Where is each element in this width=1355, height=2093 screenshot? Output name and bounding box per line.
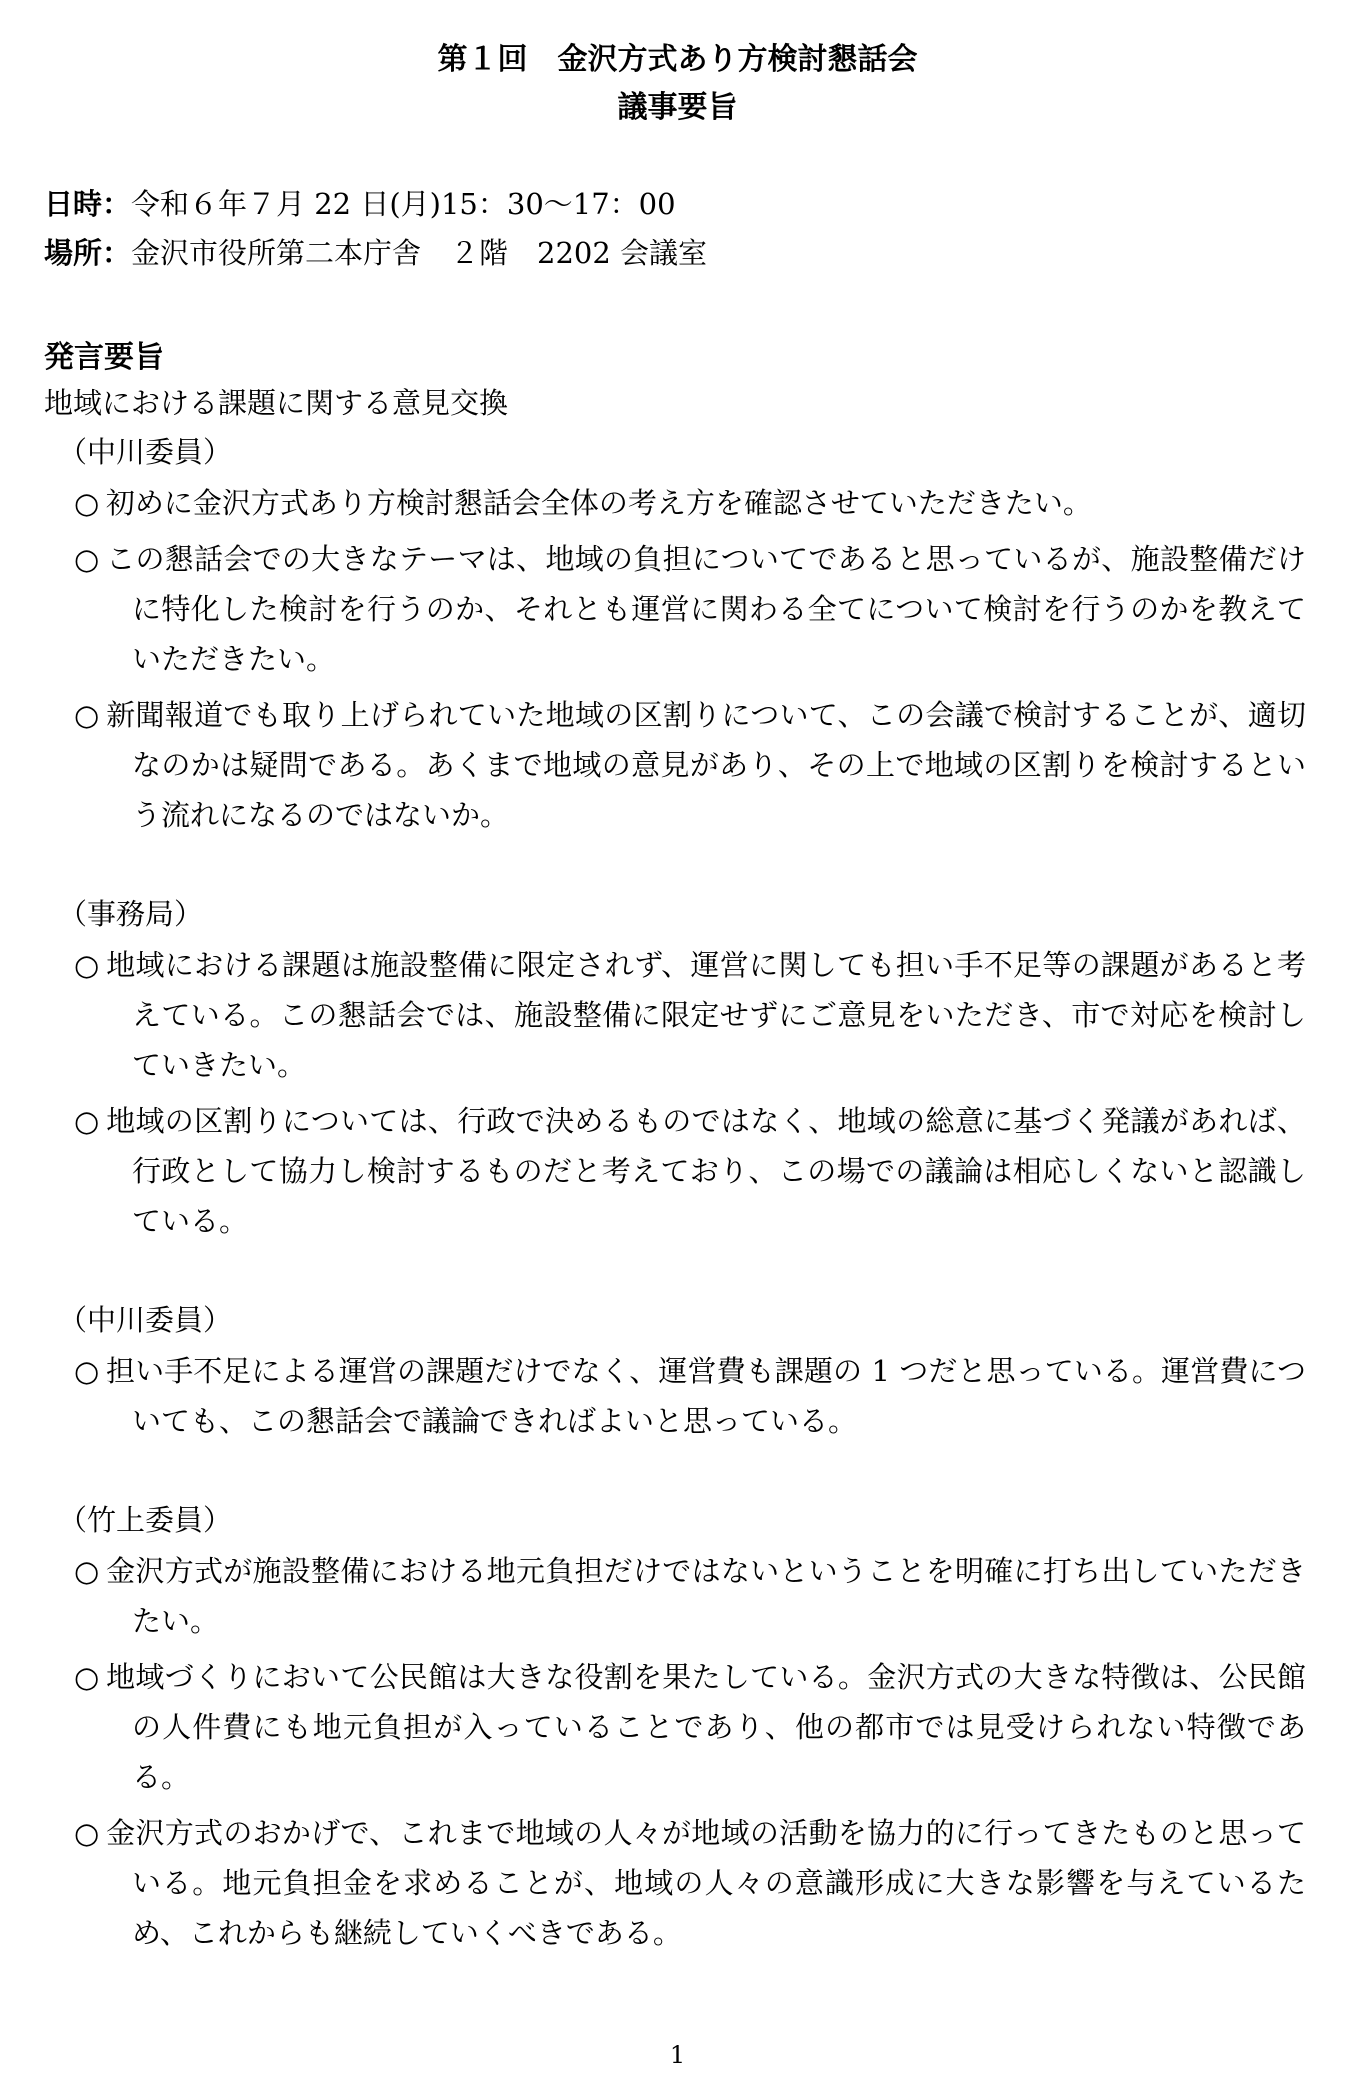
remark-text: 地域における課題は施設整備に限定されず、運営に関しても担い手不足等の課題があると考えている。この懇話会では、施設整備に限定せずにご意見をいただき、市で対応を検討していきたい。 [105, 948, 1306, 1082]
remark-block [44, 894, 1306, 1246]
circle-bullet-icon: ○ [74, 542, 100, 576]
remark-item [74, 940, 1306, 1090]
section-heading: 発言要旨 [44, 340, 164, 375]
document-subtitle: 議事要旨 [617, 90, 738, 125]
remark-item [74, 1808, 1306, 1958]
remark-item [74, 478, 1306, 528]
speaker-label: （中川委員） [58, 435, 233, 469]
circle-bullet-icon: ○ [74, 486, 100, 520]
circle-bullet-icon: ○ [74, 1660, 100, 1694]
remark-item [74, 690, 1306, 840]
remark-item [74, 1652, 1306, 1802]
meeting-place [44, 233, 707, 273]
circle-bullet-icon: ○ [74, 1354, 100, 1388]
remark-text: 金沢方式のおかげで、これまで地域の人々が地域の活動を協力的に行ってきたものと思っている。地元負担金を求めることが、地域の人々の意識形成に大きな影響を与えているため、これからも継続していくべきである。 [105, 1816, 1306, 1950]
remarks-body [44, 432, 1306, 1964]
remark-item [74, 1096, 1306, 1246]
place-label: 場所： [44, 236, 132, 270]
remark-item [74, 1346, 1306, 1446]
circle-bullet-icon: ○ [74, 1554, 100, 1588]
discussion-topic: 地域における課題に関する意見交換 [44, 386, 509, 420]
page-number: 1 [669, 2041, 686, 2069]
remark-text: 担い手不足による運営の課題だけでなく、運営費も課題の 1 つだと思っている。運営費についても、この懇話会で議論できればよいと思っている。 [105, 1354, 1306, 1438]
circle-bullet-icon: ○ [74, 698, 100, 732]
remark-block [44, 432, 1306, 840]
remark-text: 金沢方式が施設整備における地元負担だけではないということを明確に打ち出していただきたい。 [105, 1554, 1306, 1638]
speaker-label: （中川委員） [58, 1303, 233, 1337]
remark-text: この懇話会での大きなテーマは、地域の負担についてであると思っているが、施設整備だけに特化した検討を行うのか、それとも運営に関わる全てについて検討を行うのかを教えていただきたい。 [105, 542, 1306, 676]
remark-text: 地域の区割りについては、行政で決めるものではなく、地域の総意に基づく発議があれば、行政として協力し検討するものだと考えており、この場での議論は相応しくないと認識している。 [105, 1104, 1306, 1238]
circle-bullet-icon: ○ [74, 1816, 100, 1850]
remark-text: 初めに金沢方式あり方検討懇話会全体の考え方を確認させていただきたい。 [105, 486, 1092, 520]
remark-block [44, 1500, 1306, 1958]
circle-bullet-icon: ○ [74, 1104, 100, 1138]
remark-block [44, 1300, 1306, 1446]
remark-item [74, 1546, 1306, 1646]
datetime-label: 日時： [44, 187, 132, 221]
place-value: 金沢市役所第二本庁舎 ２階 2202 会議室 [131, 236, 708, 270]
speaker-label: （竹上委員） [58, 1503, 233, 1537]
remark-text: 地域づくりにおいて公民館は大きな役割を果たしている。金沢方式の大きな特徴は、公民館の人件費にも地元負担が入っていることであり、他の都市では見受けられない特徴である。 [105, 1660, 1306, 1794]
speaker-label: （事務局） [58, 897, 204, 931]
meeting-datetime [44, 184, 676, 224]
circle-bullet-icon: ○ [74, 948, 100, 982]
remark-item [74, 534, 1306, 684]
document-title: 第１回 金沢方式あり方検討懇話会 [437, 42, 918, 77]
datetime-value: 令和６年７月 22 日(月)15：30～17：00 [131, 187, 676, 221]
remark-text: 新聞報道でも取り上げられていた地域の区割りについて、この会議で検討することが、適切なのかは疑問である。あくまで地域の意見があり、その上で地域の区割りを検討するという流れになるのではないか。 [105, 698, 1306, 832]
